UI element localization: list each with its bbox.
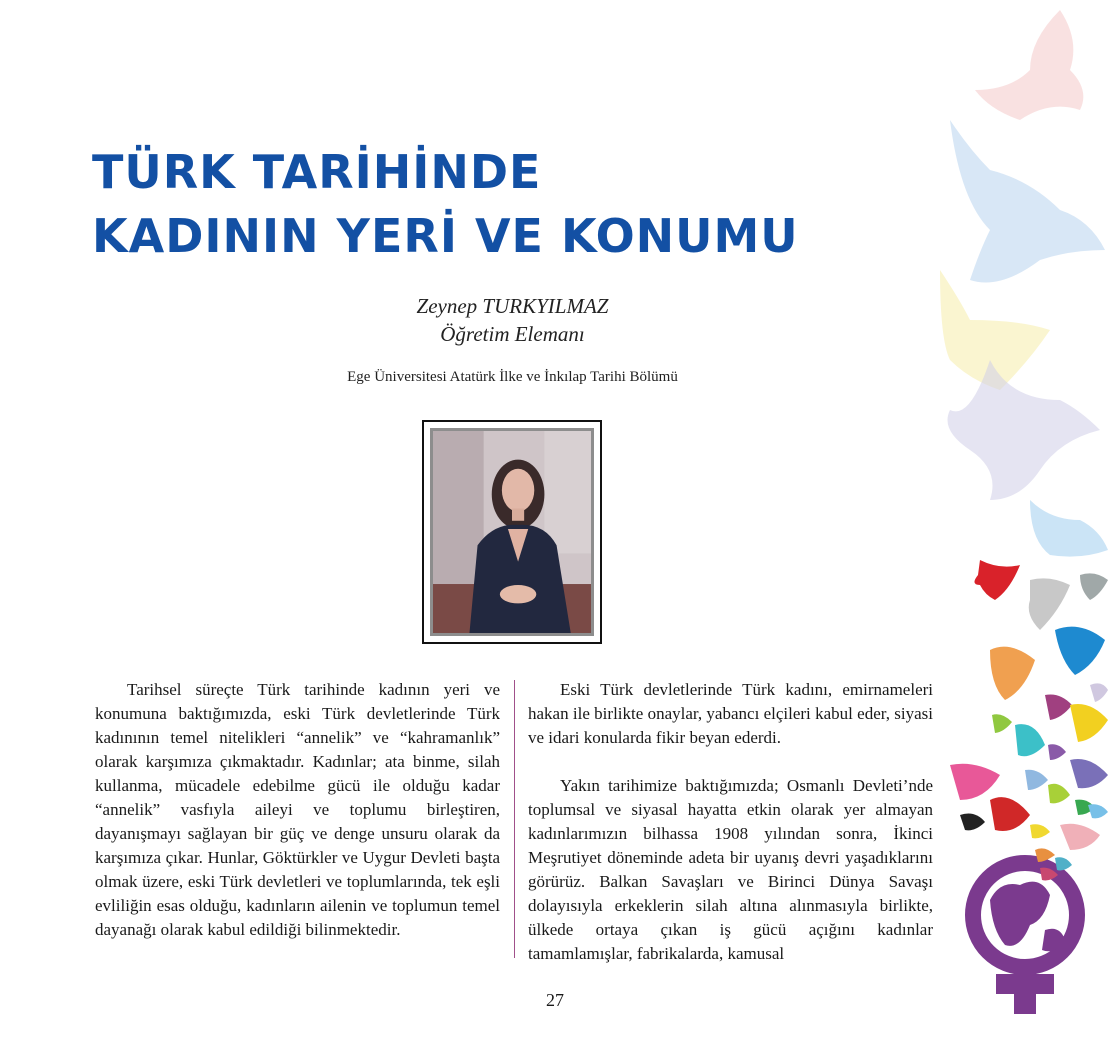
author-role: Öğretim Elemanı: [440, 322, 585, 346]
dove-icon: [1029, 578, 1070, 630]
dove-icon: [1045, 694, 1072, 720]
author-name: Zeynep TURKYILMAZ: [416, 294, 609, 318]
dove-icon: [950, 120, 1105, 283]
title-line-2: KADININ YERİ VE KONUMU: [92, 209, 799, 263]
paragraph: Yakın tarihimize baktığımızda; Osmanlı Devleti’nde toplumsal ve siyasal hayatta etkin olarak yer almayan kadınlarımızın bilhassa 1908 yılından sonra, İkinci Meşrutiyet döneminde adeta bir uyanış devri yaşadıklarını görürüz. Balkan Savaşları ve Birinci Dünya Savaşı dolayısıyla erkeklerin silah altına alınmasıyla birlikte, ülkede ortaya çıkan iş gücü açığını kadınlar tamamlamışlar, fabrikalarda, kamusal: [528, 776, 933, 963]
dove-icon: [1030, 824, 1050, 838]
dove-icon: [990, 797, 1030, 831]
author-block: [0, 292, 1025, 348]
paragraph: Tarihsel süreçte Türk tarihinde kadının yeri ve konumuna baktığımızda, eski Türk devletlerinde Türk kadınının temel nitelikleri “annelik” ve “kahramanlık” olarak karşımıza çıkmaktadır. Kadınlar; ata binme, silah kullanma, mücadele edebilme gücü ile olduğu kadar “annelik” vasfıyla aileyi ve toplumu birleştiren, dayanışmayı sağlayan bir güç ve denge unsuru olarak da karşımıza çıkar. Hunlar, Göktürkler ve Uygur Devleti başta olmak üzere, eski Türk devletleri ve toplumlarında, tek eşli evliliğin esas olduğu, kadınların ailenin ve toplumun temel dayanağı olarak kabul edildiği bilinmektedir.: [95, 680, 500, 939]
dove-icon: [1090, 683, 1108, 702]
dove-icon: [1080, 573, 1108, 600]
dove-icon: [960, 814, 985, 831]
dove-icon: [992, 714, 1012, 733]
left-column: [95, 678, 500, 966]
dove-icon: [1055, 627, 1105, 675]
affiliation: Ege Üniversitesi Atatürk İlke ve İnkılap Tarihi Bölümü: [347, 369, 678, 385]
right-column: [528, 678, 933, 990]
dove-icon: [1025, 770, 1048, 790]
dove-icon: [1055, 857, 1072, 870]
dove-icon: [1015, 724, 1045, 756]
portrait-image: [430, 428, 594, 636]
author-photo: [422, 420, 602, 644]
dove-icon: [1070, 704, 1108, 742]
dove-icon: [1048, 744, 1066, 760]
dove-icon: [950, 764, 1000, 800]
page-number: 27: [546, 990, 564, 1010]
dove-icon: [1060, 824, 1100, 850]
dove-icon: [975, 10, 1083, 120]
dove-icon: [1035, 848, 1055, 862]
dove-icon: [1070, 759, 1108, 788]
dove-icon: [1088, 804, 1108, 818]
venus-symbol-icon: [973, 863, 1077, 1014]
title-line-1: TÜRK TARİHİNDE: [92, 145, 542, 199]
article-title: [92, 140, 799, 268]
woman-portrait-icon: [433, 431, 591, 633]
paragraph: Eski Türk devletlerinde Türk kadını, emirnameleri hakan ile birlikte onaylar, yabancı elçileri kabul eder, siyasi ve idari konularda fikir beyan ederdi.: [528, 680, 933, 747]
column-divider: [514, 680, 515, 958]
dove-icon: [948, 360, 1101, 500]
dove-icon: [1030, 500, 1108, 557]
dove-icon: [990, 647, 1035, 700]
doves-and-venus-symbol-icon: [930, 0, 1110, 1054]
dove-icon: [974, 560, 1020, 600]
dove-icon: [1048, 784, 1070, 804]
